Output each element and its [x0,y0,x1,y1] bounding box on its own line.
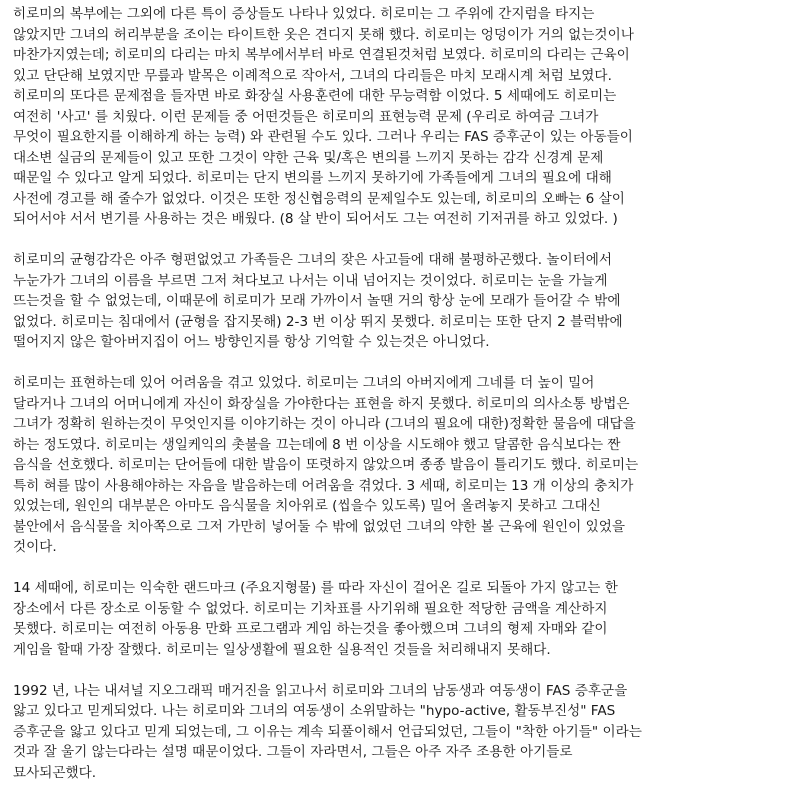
text-line: 뜨는것을 할 수 없었는데, 이때문에 히로미가 모래 가까이서 놀땐 거의 항상 눈에 모래가 들어갈 수 밖에 [13,293,621,309]
text-line: 하는 정도였다. 히로미는 생일케익의 촛불을 끄는데에 8 번 이상을 시도해야 했고 달콤한 음식보다는 짠 [13,436,621,453]
text-line: 것이다. [13,539,57,555]
text-line: 때문일 수 있다고 알게 되었다. 히로미는 단지 변의를 느끼지 못하기에 가족들에게 그녀의 필요에 대해 [13,170,612,186]
paragraph-1 [13,4,803,230]
text-line: 있었는데, 원인의 대부분은 아마도 음식물을 치아위로 (씹을수 있도록) 밀어 올려놓지 못하고 그대신 [13,498,601,514]
text-line: 특히 혀를 많이 사용해야하는 자음을 발음하는데 어려움을 겪었다. 3 세때, 히로미는 13 개 이상의 충치가 [13,477,634,494]
text-line: 마찬가지였는데; 히로미의 다리는 마치 복부에서부터 바로 연결된것처럼 보였다. 히로미의 다리는 근육이 [13,47,630,63]
document-body [13,4,803,783]
text-line: 있고 단단해 보였지만 무릎과 발목은 이례적으로 작아서, 그녀의 다리들은 마치 모래시계 처럼 보였다. [13,67,612,84]
paragraph-3 [13,373,803,558]
text-line: 증후군을 앓고 있다고 믿게 되었는데, 그 이유는 계속 되풀이해서 언급되었던, 그들이 "착한 아기들" 이라는 [13,723,642,740]
text-line: 장소에서 다른 장소로 이동할 수 없었다. 히로미는 기차표를 사기위해 필요한 적당한 금액을 계산하지 [13,600,608,617]
text-line: 않았지만 그녀의 허리부분을 조이는 타이트한 옷은 견디지 못해 했다. 히로미는 엉덩이가 거의 없는것이나 [13,26,634,43]
text-line: 사전에 경고를 해 줄수가 없었다. 이것은 또한 정신협응력의 문제일수도 있는데, 히로미의 오빠는 6 살이 [13,190,625,207]
text-line: 히로미의 또다른 문제점을 들자면 바로 화장실 사용훈련에 대한 무능력함 이었다. 5 세때에도 히로미는 [13,88,617,104]
paragraph-4 [13,578,803,660]
text-line: 것과 잘 울기 않는다라는 설명 때문이었다. 그들이 자라면서, 그들은 아주 자주 조용한 아기들로 [13,744,573,760]
text-line: 되어서야 서서 변기를 사용하는 것은 배웠다. (8 살 반이 되어서도 그는 여전히 기저귀를 하고 있었다. ) [13,211,618,227]
text-line: 히로미의 균형감각은 아주 형편없었고 가족들은 그녀의 잦은 사고들에 대해 불평하곤했다. 놀이터에서 [13,252,613,268]
text-line: 1992 년, 나는 내셔널 지오그래픽 매거진을 읽고나서 히로미와 그녀의 남동생과 여동생이 FAS 증후군을 [13,682,628,699]
text-line: 떨어지지 않은 할아버지집이 어느 방향인지를 항상 기억할 수 있는것은 아니었다. [13,334,490,350]
text-line: 무엇이 필요한지를 이해하게 하는 능력) 와 관련될 수도 있다. 그러나 우리는 FAS 증후군이 있는 아동들이 [13,129,633,145]
text-line: 히로미는 표현하는데 있어 어려움을 겪고 있었다. 히로미는 그녀의 아버지에게 그네를 더 높이 밀어 [13,375,595,391]
text-line: 달라거나 그녀의 어머니에게 자신이 화장실을 가야한다는 표현을 하지 못했다. 히로미의 의사소통 방법은 [13,395,630,412]
text-line: 그녀가 정확히 원하는것이 무엇인지를 이야기하는 것이 아니라 (그녀의 필요에 대한)정확한 물음에 대답을 [13,416,636,432]
text-line: 14 세때에, 히로미는 익숙한 랜드마크 (주요지형물) 를 따라 자신이 걸어온 길로 되돌아 가지 않고는 한 [13,580,618,596]
text-line: 음식을 선호했다. 히로미는 단어들에 대한 발음이 또렷하지 않았으며 종종 발음이 틀리기도 했다. 히로미는 [13,457,639,473]
text-line: 불안에서 음식물을 치아쪽으로 그저 가만히 넣어둘 수 밖에 없었던 그녀의 약한 볼 근육에 원인이 있었을 [13,518,626,535]
text-line: 대소변 실금의 문제들이 있고 또한 그것이 약한 근육 및/혹은 변의를 느끼지 못하는 감각 신경계 문제 [13,149,604,166]
text-line: 히로미의 복부에는 그외에 다른 특이 증상들도 나타나 있었다. 히로미는 그 주위에 간지럼을 타지는 [13,6,595,22]
text-line: 못했다. 히로미는 여전히 아동용 만화 프로그램과 게임 하는것을 좋아했으며 그녀의 형제 자매와 같이 [13,621,608,637]
text-line: 없었다. 히로미는 침대에서 (균형을 잡지못해) 2-3 번 이상 뛰지 못했다. 히로미는 또한 단지 2 블럭밖에 [13,313,623,330]
text-line: 묘사되곤했다. [13,764,97,781]
text-line: 앓고 있다고 믿게되었다. 나는 히로미와 그녀의 여동생이 소위말하는 "hypo-active, 활동부진성" FAS [13,703,616,719]
text-line: 게임을 할때 가장 잘했다. 히로미는 일상생활에 필요한 실용적인 것들을 처리해내지 못해다. [13,641,551,658]
paragraph-5 [13,681,803,784]
text-line: 여전히 '사고' 를 치웠다. 이런 문제들 중 어떤것들은 히로미의 표현능력 문제 (우리로 하여금 그녀가 [13,108,599,125]
text-line: 누눈가가 그녀의 이름을 부르면 그저 쳐다보고 나서는 이내 넘어지는 것이었다. 히로미는 눈을 가늘게 [13,272,608,289]
paragraph-2 [13,250,803,353]
